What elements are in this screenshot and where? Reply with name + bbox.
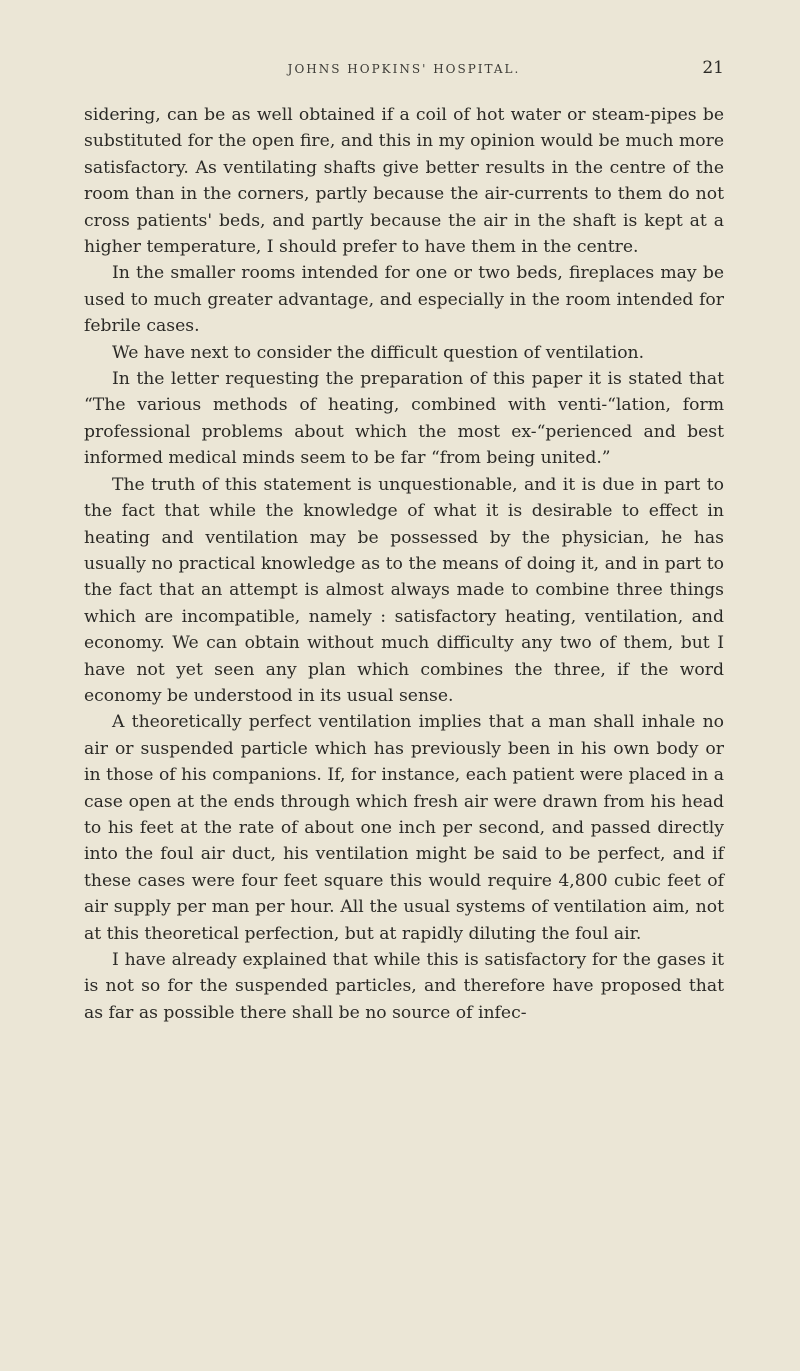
paragraph: In the smaller rooms intended for one or two beds, fireplaces may be used to much greater advantage, and especially in the room intended for febrile cases. bbox=[84, 263, 724, 337]
paragraph: I have already explained that while this is satisfactory for the gases it is not so for the suspended particles, and therefore have proposed that as far as possible there shall be no source of infec- bbox=[84, 950, 724, 1023]
book-page bbox=[84, 58, 724, 1026]
paragraph: The truth of this statement is unquestionable, and it is due in part to the fact that while the knowledge of what it is desirable to effect in heating and ventilation may be possessed by the physician, he has usually no practical knowledge as to the means of doing it, and in part to the fact that an attempt is almost always made to combine three things which are incompatible, namely : satisfactory heating, ventilation, and economy. We can obtain without much difficulty any two of them, but I have not yet seen any plan which combines the three, if the word economy be understood in its usual sense. bbox=[84, 474, 724, 706]
paragraph: We have next to consider the difficult question of ventilation. bbox=[112, 342, 645, 363]
body-text bbox=[84, 102, 724, 1026]
paragraph: A theoretically perfect ventilation implies that a man shall inhale no air or suspended particle which has previously been in his own body or in those of his companions. If, for instance, each patient were placed in a case open at the ends through which fresh air were drawn from his head to his feet at the rate of about one inch per second, and passed directly into the foul air duct, his ventilation might be said to be perfect, and if these cases were four feet square this would require 4,800 cubic feet of air supply per man per hour. All the usual systems of ventilation aim, not at this theoretical perfection, but at rapidly diluting the foul air. bbox=[84, 712, 724, 944]
page-number: 21 bbox=[702, 58, 724, 78]
page-header bbox=[84, 58, 724, 84]
paragraph: In the letter requesting the preparation of this paper it is stated that “The various methods of heating, combined with venti-“lation, form professional problems about which the most ex-“perienced and best informed medical minds seem to be far “from being united.” bbox=[84, 369, 724, 469]
paragraph-continued: sidering, can be as well obtained if a coil of hot water or steam-pipes be substituted for the open fire, and this in my opinion would be much more satisfactory. As ventilating shafts give better results in the centre of the room than in the corners, partly because the air-currents to them do not cross patients' beds, and partly because the air in the shaft is kept at a higher temperature, I should prefer to have them in the centre. bbox=[84, 105, 724, 258]
running-head: JOHNS HOPKINS' HOSPITAL. bbox=[287, 62, 521, 76]
